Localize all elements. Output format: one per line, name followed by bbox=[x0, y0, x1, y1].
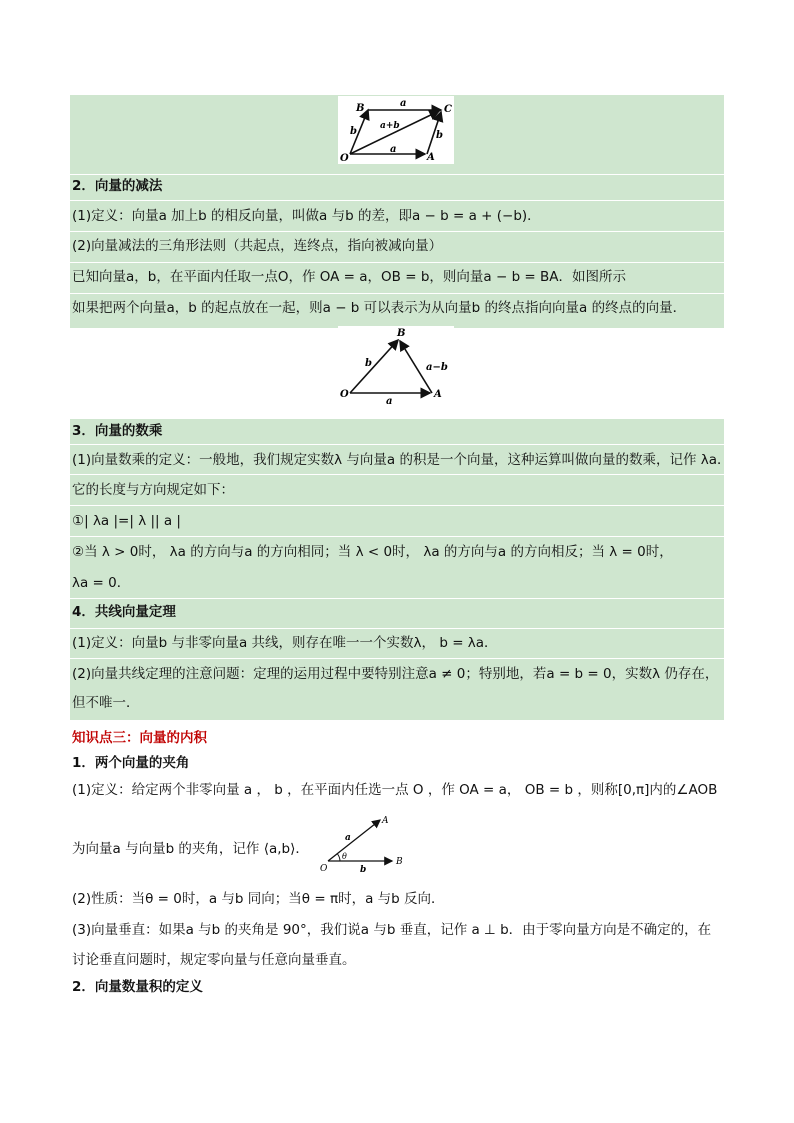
perpendicular-note: 讨论垂直问题时，规定零向量与任意向量垂直。 bbox=[72, 952, 356, 968]
separator bbox=[70, 293, 724, 294]
separator bbox=[70, 536, 724, 537]
subtraction-definition: (1)定义：向量a 加上b 的相反向量，叫做a 与b 的差，即a − b = a + (−b)． bbox=[72, 208, 541, 224]
dot-product-title: 2．向量数量积的定义 bbox=[72, 979, 203, 995]
separator bbox=[70, 231, 724, 232]
scalar-definition: (1)向量数乘的定义：一般地，我们规定实数λ 与向量a 的积是一个向量，这种运算叫做向量的数乘，记作 λa． bbox=[72, 452, 731, 468]
separator bbox=[70, 598, 724, 599]
label-a-minus-b: a−b bbox=[426, 362, 448, 373]
label-b: b bbox=[365, 358, 372, 369]
label-A: A bbox=[434, 389, 442, 400]
subtraction-title: 2．向量的减法 bbox=[72, 178, 163, 194]
collinear-notes-cont: 但不唯一． bbox=[72, 695, 140, 711]
label-B: B bbox=[396, 857, 403, 867]
angle-property: (2)性质：当θ = 0时，a 与b 同向；当θ = π时，a 与b 反向． bbox=[72, 891, 445, 907]
scalar-rules-intro: 它的长度与方向规定如下： bbox=[72, 482, 234, 498]
knowledge-point-three-heading: 知识点三：向量的内积 bbox=[72, 730, 207, 746]
separator bbox=[70, 444, 724, 445]
collinear-notes: (2)向量共线定理的注意问题：定理的运用过程中要特别注意a ≠ 0；特别地，若a = b = 0，实数λ 仍存在， bbox=[72, 666, 719, 682]
angle-definition: (1)定义：给定两个非零向量 a ， b ，在平面内任选一点 O ，作 OA = a， OB = b ，则称[0,π]内的∠AOB bbox=[72, 782, 718, 798]
collinear-title: 4．共线向量定理 bbox=[72, 604, 176, 620]
angle-notation: 为向量a 与向量b 的夹角，记作 ⟨a,b⟩． bbox=[72, 841, 309, 857]
label-right-b: b bbox=[436, 130, 443, 141]
subtraction-construction: 已知向量a，b，在平面内任取一点O，作 OA = a，OB = b，则向量a − b = BA．如图所示 bbox=[72, 269, 627, 285]
subtraction-meaning: 如果把两个向量a，b 的起点放在一起，则a − b 可以表示为从向量b 的终点指向向量a 的终点的向量． bbox=[72, 300, 687, 316]
collinear-definition: (1)定义：向量b 与非零向量a 共线，则存在唯一一个实数λ， b = λa． bbox=[72, 635, 498, 651]
label-O: O bbox=[320, 864, 328, 874]
label-a: a bbox=[345, 833, 351, 843]
label-left-b: b bbox=[350, 126, 357, 137]
angle-figure bbox=[318, 813, 410, 875]
label-theta: θ bbox=[342, 852, 347, 861]
parallelogram-figure bbox=[338, 96, 454, 164]
separator bbox=[70, 505, 724, 506]
separator bbox=[70, 628, 724, 629]
label-bottom-a: a bbox=[390, 144, 397, 155]
triangle-figure bbox=[338, 326, 454, 404]
scalar-direction-rule: ②当 λ > 0时， λa 的方向与a 的方向相同；当 λ < 0时， λa 的方向与a 的方向相反；当 λ = 0时， bbox=[72, 544, 673, 560]
separator bbox=[70, 200, 724, 201]
separator bbox=[70, 658, 724, 659]
label-A: A bbox=[382, 816, 389, 826]
label-O: O bbox=[340, 153, 349, 164]
label-b: b bbox=[360, 865, 367, 875]
scalar-zero-rule: λa = 0． bbox=[72, 575, 131, 591]
scalar-length-rule: ①| λa |=| λ || a | bbox=[72, 513, 181, 529]
label-B: B bbox=[397, 328, 406, 339]
scalar-title: 3．向量的数乘 bbox=[72, 423, 163, 439]
label-A: A bbox=[427, 152, 435, 163]
separator bbox=[70, 262, 724, 263]
label-C: C bbox=[444, 104, 452, 115]
label-sum: a+b bbox=[380, 121, 400, 131]
label-top-a: a bbox=[400, 98, 407, 109]
subtraction-triangle-rule: (2)向量减法的三角形法则（共起点，连终点，指向被减向量） bbox=[72, 238, 443, 254]
label-B: B bbox=[356, 103, 365, 114]
angle-title: 1．两个向量的夹角 bbox=[72, 755, 190, 771]
perpendicular-definition: (3)向量垂直：如果a 与b 的夹角是 90°，我们说a 与b 垂直，记作 a ⊥ b．由于零向量方向是不确定的，在 bbox=[72, 922, 712, 938]
separator bbox=[70, 474, 724, 475]
label-a: a bbox=[386, 396, 393, 404]
label-O: O bbox=[340, 389, 349, 400]
